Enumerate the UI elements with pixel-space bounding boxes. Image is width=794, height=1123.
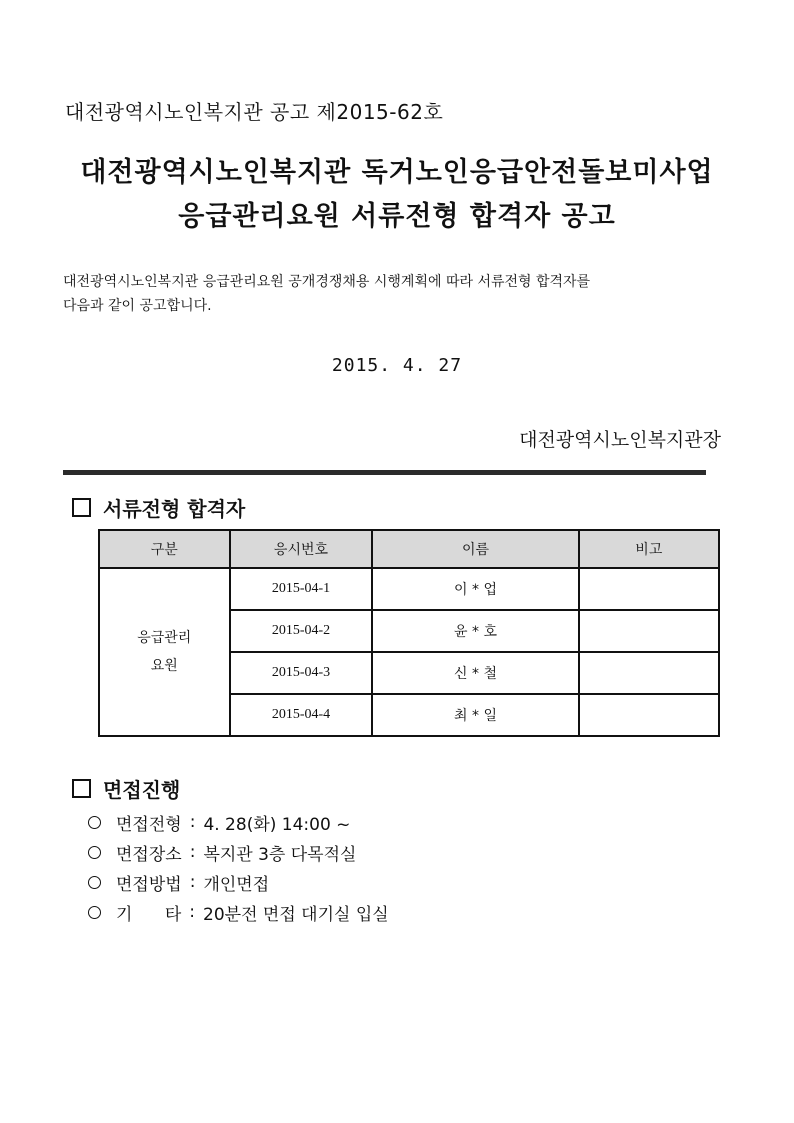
item-value: 4. 28(화) 14:00 ~ bbox=[203, 814, 351, 835]
applicant-name: 최 * 일 bbox=[372, 694, 578, 736]
applicant-name: 윤 * 호 bbox=[372, 610, 578, 652]
applicant-name: 신 * 철 bbox=[372, 652, 578, 694]
item-value: 개인면접 bbox=[203, 874, 270, 895]
item-label: 면접장소 bbox=[116, 844, 182, 865]
checkbox-square-icon bbox=[72, 498, 91, 517]
section-title: 서류전형 합격자 bbox=[103, 497, 246, 521]
applicant-number: 2015-04-1 bbox=[230, 568, 373, 610]
page-title-line2: 응급관리요원 서류전형 합격자 공고 bbox=[178, 201, 616, 232]
circle-bullet-icon bbox=[88, 846, 101, 859]
applicant-number: 2015-04-4 bbox=[230, 694, 373, 736]
table-header-row bbox=[99, 530, 719, 568]
item-label: 면접방법 bbox=[116, 874, 182, 895]
colon-separator: : bbox=[189, 872, 196, 892]
item-label: 기 타 bbox=[116, 904, 182, 925]
circle-bullet-icon bbox=[88, 876, 101, 889]
applicant-note bbox=[579, 652, 719, 694]
applicant-number: 2015-04-2 bbox=[230, 610, 373, 652]
divider bbox=[63, 470, 706, 475]
item-value: 복지관 3층 다목적실 bbox=[203, 844, 357, 865]
applicant-note bbox=[579, 568, 719, 610]
table-row bbox=[99, 568, 719, 610]
category-cell bbox=[99, 568, 230, 736]
column-header-note: 비고 bbox=[579, 530, 719, 568]
colon-separator: : bbox=[189, 812, 196, 832]
column-header-category: 구분 bbox=[99, 530, 230, 568]
intro-line1: 대전광역시노인복지관 응급관리요원 공개경쟁채용 시행계획에 따라 서류전형 합격자를 bbox=[63, 274, 591, 290]
colon-separator: : bbox=[189, 902, 196, 922]
circle-bullet-icon bbox=[88, 816, 101, 829]
intro-line2: 다음과 같이 공고합니다. bbox=[63, 298, 212, 314]
results-table bbox=[98, 529, 720, 737]
list-item bbox=[88, 837, 389, 867]
notice-date: 2015. 4. 27 bbox=[331, 355, 463, 376]
circle-bullet-icon bbox=[88, 906, 101, 919]
category-line2: 요원 bbox=[150, 658, 178, 674]
applicant-note bbox=[579, 694, 719, 736]
list-item bbox=[88, 897, 389, 927]
interview-details-list bbox=[88, 807, 389, 927]
notice-number: 대전광역시노인복지관 공고 제2015-62호 bbox=[65, 100, 444, 124]
checkbox-square-icon bbox=[72, 779, 91, 798]
list-item bbox=[88, 807, 389, 837]
section-title: 면접진행 bbox=[103, 778, 181, 802]
signer: 대전광역시노인복지관장 bbox=[519, 429, 721, 451]
applicant-name: 이 * 업 bbox=[372, 568, 578, 610]
colon-separator: : bbox=[189, 842, 196, 862]
list-item bbox=[88, 867, 389, 897]
intro-paragraph bbox=[63, 270, 590, 318]
applicant-number: 2015-04-3 bbox=[230, 652, 373, 694]
page-title-line1: 대전광역시노인복지관 독거노인응급안전돌보미사업 bbox=[80, 157, 714, 188]
section-heading-document-screening bbox=[72, 493, 245, 522]
item-label: 면접전형 bbox=[116, 814, 182, 835]
column-header-name: 이름 bbox=[372, 530, 578, 568]
section-heading-interview bbox=[72, 774, 180, 803]
category-line1: 응급관리 bbox=[137, 630, 192, 646]
column-header-number: 응시번호 bbox=[230, 530, 373, 568]
applicant-note bbox=[579, 610, 719, 652]
item-value: 20분전 면접 대기실 입실 bbox=[203, 904, 389, 925]
